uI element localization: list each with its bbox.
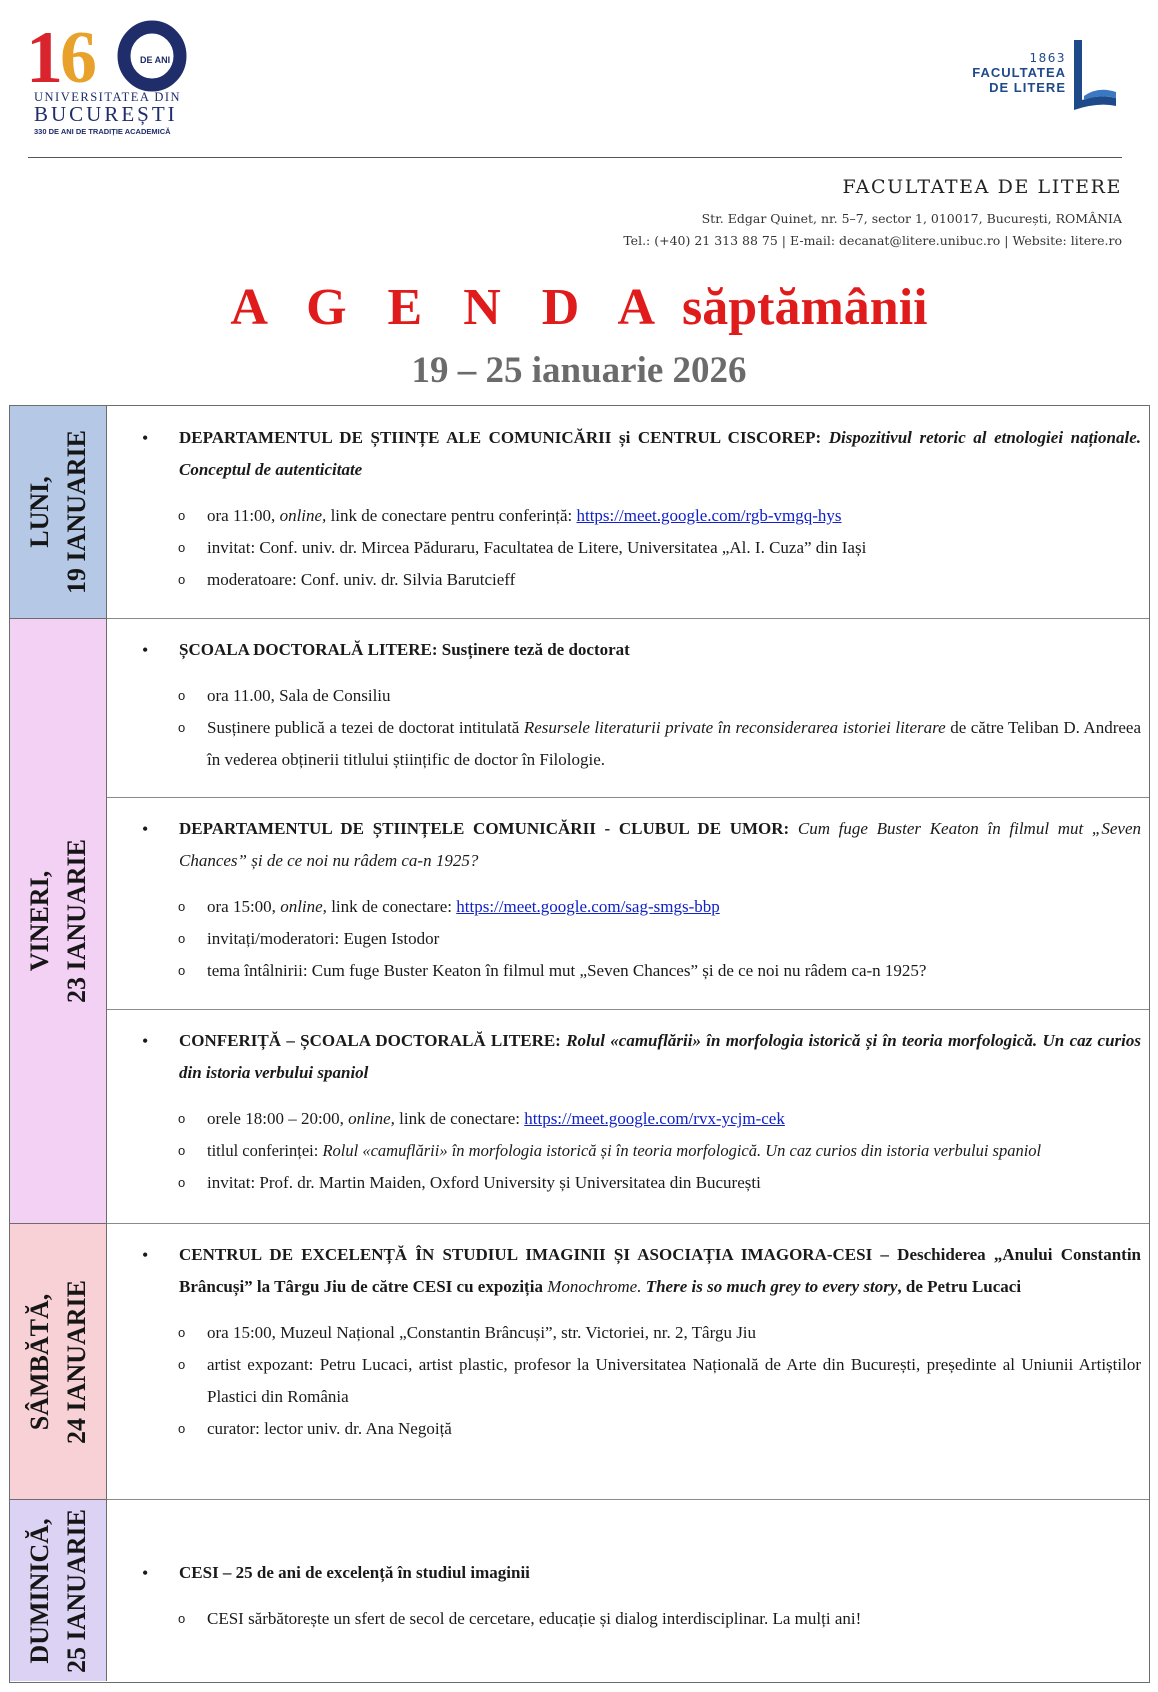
day-date: 19 IANUARIE: [62, 430, 91, 594]
schedule-table: [9, 405, 1150, 1683]
event-detail-time: o ora 11.00, Sala de Consiliu: [107, 680, 1149, 712]
event-detail-description: o Susținere publică a tezei de doctorat intitulată Resursele literaturii private în reconsiderarea istoriei literare de către Teliban D. Andreea în vederea obținerii titlului științific de doctor în Filologie.: [107, 712, 1149, 776]
event-organizer: DEPARTAMENTUL DE ȘTIINȚE ALE COMUNICĂRII și CENTRUL CISCOREP:: [179, 428, 822, 447]
logo-fl-line1: FACULTATEA: [972, 65, 1066, 80]
event-brancusi-expozitie: [107, 1239, 1149, 1445]
event-ciscorep: [107, 422, 1149, 596]
event-cesi-aniversare: [107, 1557, 1149, 1635]
logo-fl-year: 1863: [1029, 51, 1066, 65]
day-label-duminica: [21, 1509, 95, 1673]
event-detail-artist: o artist expozant: Petru Lucaci, artist plastic, profesor la Universitatea Națională de Arte din București, președinte al Uniunii Artiștilor Plastici din România: [107, 1349, 1149, 1413]
meet-link[interactable]: https://meet.google.com/rvx-ycjm-cek: [524, 1109, 785, 1128]
event-organizer: CENTRUL DE EXCELENȚĂ ÎN STUDIUL IMAGINII ȘI ASOCIAȚIA IMAGORA-CESI – Deschiderea „Anului Constantin Brâncuși” la Târgu Jiu de către CESI cu expoziția: [179, 1245, 1141, 1296]
faculty-name: FACULTATEA DE LITERE: [842, 176, 1122, 198]
day-cell-vineri: [10, 618, 107, 1223]
event-heading: • CENTRUL DE EXCELENȚĂ ÎN STUDIUL IMAGINII ȘI ASOCIAȚIA IMAGORA-CESI – Deschiderea „Anului Constantin Brâncuși” la Târgu Jiu de către CESI cu expoziția Monochrome. There is so much grey to every story, de Petru Lucaci: [107, 1239, 1149, 1303]
event-detail-time: o ora 11:00, online, link de conectare pentru conferință: https://meet.google.com/rgb-vmgq-hys: [107, 500, 1149, 532]
logo-160-six: 6: [60, 17, 97, 99]
faculty-address: Str. Edgar Quinet, nr. 5–7, sector 1, 010017, București, ROMÂNIA: [701, 211, 1122, 226]
day-name: SÂMBĂTĂ,: [25, 1293, 54, 1430]
row-divider: [107, 618, 1149, 619]
row-divider: [107, 1223, 1149, 1224]
event-detail-curator: o curator: lector univ. dr. Ana Negoiță: [107, 1413, 1149, 1445]
day-cell-luni: [10, 406, 107, 618]
agenda-title-rest: săptămânii: [682, 279, 928, 336]
day-name: LUNI,: [25, 476, 54, 548]
logo-ub-tagline: 330 DE ANI DE TRADIȚIE ACADEMICĂ: [34, 127, 171, 136]
day-label-sambata: [21, 1280, 95, 1444]
meet-link[interactable]: https://meet.google.com/rgb-vmgq-hys: [576, 506, 842, 525]
day-date: 24 IANUARIE: [62, 1279, 91, 1444]
day-cell-sambata: [10, 1223, 107, 1499]
event-heading: [107, 422, 1149, 486]
event-detail-guests: o invitați/moderatori: Eugen Istodor: [107, 923, 1149, 955]
event-topic: Dispozitivul retoric al etnologiei naționale. Conceptul de autenticitate: [179, 428, 1141, 479]
universitatea-bucuresti-logo: [26, 14, 206, 146]
logo-ub-line2: BUCUREȘTI: [34, 102, 178, 126]
day-label-vineri: [21, 839, 95, 1003]
logo-fl-line2: DE LITERE: [989, 80, 1066, 95]
event-detail-description: o CESI sărbătorește un sfert de secol de cercetare, educație și dialog interdisciplinar. La mulți ani!: [107, 1603, 1149, 1635]
event-heading: • ȘCOALA DOCTORALĂ LITERE: Susținere teză de doctorat: [107, 634, 1149, 666]
event-heading: [107, 813, 1149, 877]
event-detail-time: o ora 15:00, Muzeul Național „Constantin Brâncuși”, str. Victoriei, nr. 2, Târgu Jiu: [107, 1317, 1149, 1349]
event-heading: [107, 1025, 1149, 1089]
day-label-luni: [21, 430, 95, 594]
event-detail-time: o orele 18:00 – 20:00, online, link de conectare: https://meet.google.com/rvx-ycjm-cek: [107, 1103, 1149, 1135]
agenda-title-spaced: A G E N D A: [230, 279, 669, 336]
day-cell-duminica: [10, 1499, 107, 1681]
facultatea-de-litere-logo: [950, 40, 1120, 120]
event-topic: Rolul «camuflării» în morfologia istorică și în teoria morfologică. Un caz curios din istoria verbului spaniol: [179, 1031, 1142, 1082]
event-clubul-de-umor: [107, 813, 1149, 987]
event-topic: Cum fuge Buster Keaton în filmul mut „Seven Chances” și de ce noi nu râdem ca-n 1925?: [179, 819, 1142, 870]
event-organizer: DEPARTAMENTUL DE ȘTIINȚELE COMUNICĂRII - CLUBUL DE UMOR:: [179, 819, 790, 838]
event-heading: • CESI – 25 de ani de excelență în studiul imaginii: [107, 1557, 1149, 1589]
row-divider: [107, 1009, 1149, 1010]
event-detail-time: o ora 15:00, online, link de conectare: https://meet.google.com/sag-smgs-bbp: [107, 891, 1149, 923]
event-detail-moderator: o moderatoare: Conf. univ. dr. Silvia Barutcieff: [107, 564, 1149, 596]
day-date: 25 IANUARIE: [62, 1508, 91, 1673]
event-detail-theme: o tema întâlnirii: Cum fuge Buster Keaton în filmul mut „Seven Chances” și de ce noi nu râdem ca-n 1925?: [107, 955, 1149, 987]
event-detail-guest: o invitat: Prof. dr. Martin Maiden, Oxford University și Universitatea din București: [107, 1167, 1149, 1199]
event-organizer: CONFERIȚĂ – ȘCOALA DOCTORALĂ LITERE:: [179, 1031, 561, 1050]
event-detail-guest: o invitat: Conf. univ. dr. Mircea Păduraru, Facultatea de Litere, Universitatea „Al. I. Cuza” din Iași: [107, 532, 1149, 564]
logo-160-one: 1: [26, 17, 63, 99]
header-divider: [28, 157, 1122, 158]
day-date: 23 IANUARIE: [62, 839, 91, 1003]
row-divider: [107, 797, 1149, 798]
logo-de-ani: DE ANI: [140, 55, 171, 65]
faculty-contact: Tel.: (+40) 21 313 88 75 | E-mail: decanat@litere.unibuc.ro | Website: litere.ro: [623, 233, 1122, 248]
event-teza-doctorat: [107, 634, 1149, 776]
logo-ub-line1: UNIVERSITATEA DIN: [34, 90, 182, 104]
event-conferinta: [107, 1025, 1149, 1199]
event-detail-title: o titlul conferinței: Rolul «camuflării» în morfologia istorică și în teoria morfologică. Un caz curios din istoria verbului spaniol: [107, 1135, 1149, 1167]
row-divider: [107, 1499, 1149, 1500]
day-name: VINERI,: [25, 870, 54, 972]
logo-fl-l-mark: [1074, 40, 1116, 110]
agenda-dates: 19 – 25 ianuarie 2026: [411, 350, 747, 391]
meet-link[interactable]: https://meet.google.com/sag-smgs-bbp: [456, 897, 720, 916]
day-name: DUMINICĂ,: [25, 1517, 54, 1664]
agenda-title: [0, 279, 1158, 336]
